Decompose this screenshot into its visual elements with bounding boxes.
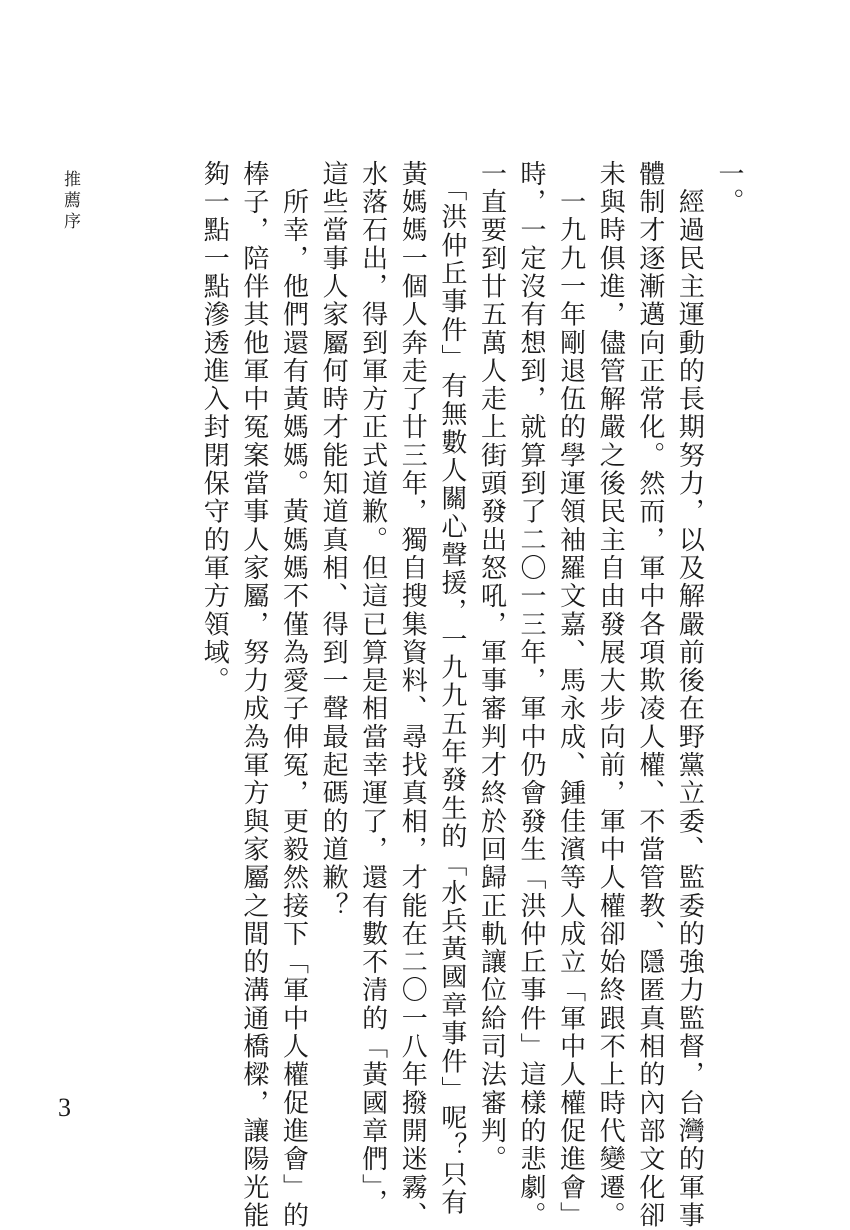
text-line: 未與時俱進，儘管解嚴之後民主自由發展大步向前，軍中人權卻始終跟不上時代變遷。 [595,160,626,1230]
text-line: 棒子，陪伴其他軍中冤案當事人家屬，努力成為軍方與家屬之間的溝通橋樑，讓陽光能 [238,160,269,1230]
text-line: 一直要到廿五萬人走上街頭發出怒吼，軍事審判才終於回歸正軌讓位給司法審判。 [476,160,507,1174]
body-text [194,160,748,1230]
page-number: 3 [58,1093,71,1122]
text-line: 經過民主運動的長期努力，以及解嚴前後在野黨立委、監委的強力監督，台灣的軍事 [674,160,705,1230]
text-line: 體制才逐漸邁向正常化。然而，軍中各項欺凌人權、不當管教、隱匿真相的內部文化卻 [634,160,665,1230]
text-line: 所幸，他們還有黃媽媽。黃媽媽不僅為愛子伸冤，更毅然接下「軍中人權促進會」的 [278,160,309,1230]
running-header-section-title: 推薦序 [60,170,80,233]
text-line: 「洪仲丘事件」有無數人關心聲援，一九九五年發生的「水兵黃國章事件」呢？只有 [436,160,467,1217]
text-line: 時，一定沒有想到，就算到了二〇一三年，軍中仍會發生「洪仲丘事件」這樣的悲劇。 [516,160,547,1230]
text-line: 黃媽媽一個人奔走了廿三年，獨自搜集資料、尋找真相，才能在二〇一八年撥開迷霧、 [397,160,428,1230]
text-line: 水落石出，得到軍方正式道歉。但這已算是相當幸運了，還有數不清的「黃國章們」， [357,160,388,1217]
text-line: 一。 [714,160,744,217]
text-line: 一九九一年剛退伍的學運領袖羅文嘉、馬永成、鍾佳濱等人成立「軍中人權促進會」 [555,160,586,1230]
text-line: 這些當事人家屬何時才能知道真相、得到一聲最起碼的道歉？ [318,160,349,921]
text-line: 夠一點一點滲透進入封閉保守的軍方領域。 [199,160,230,695]
